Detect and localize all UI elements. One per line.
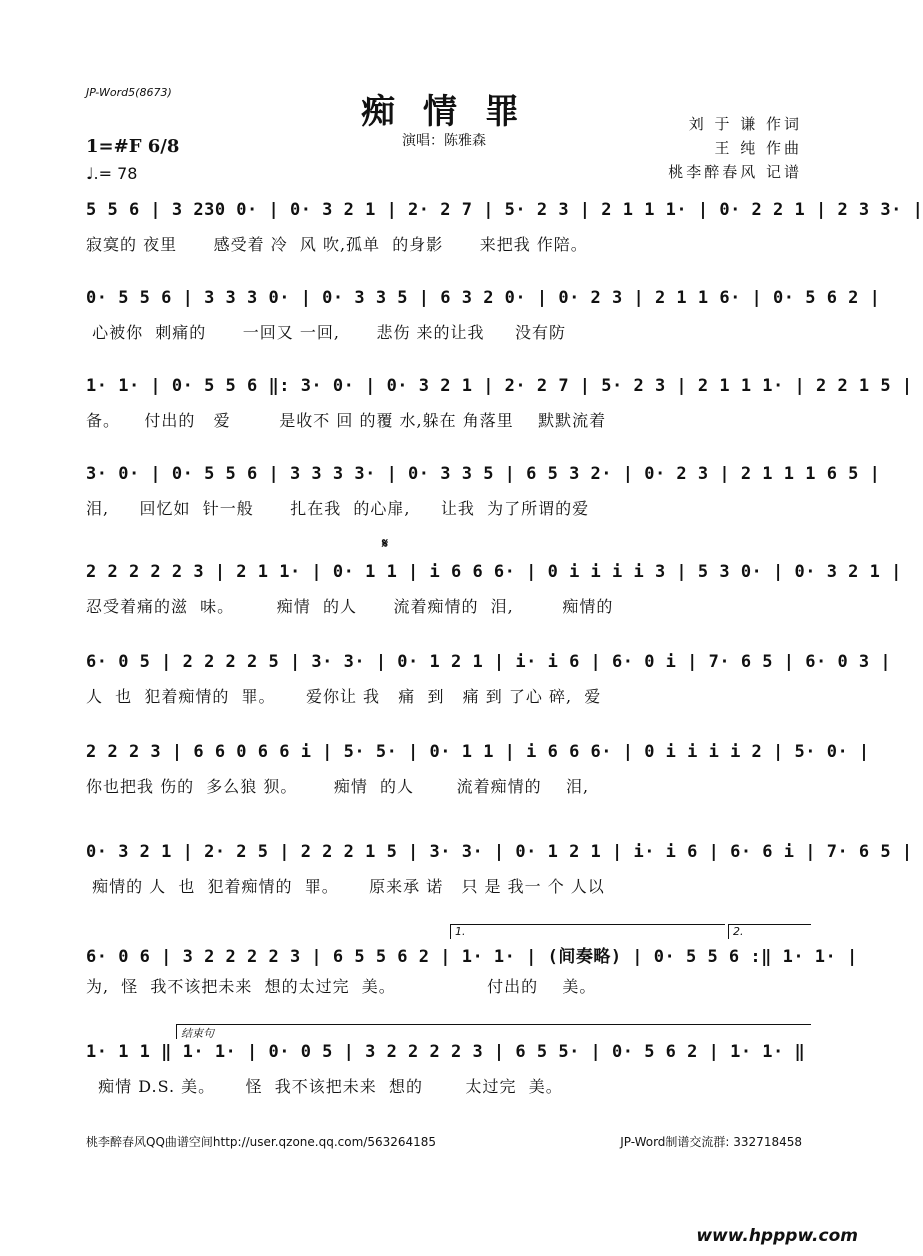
notes-line: 6· 0 5 | 2 2 2 2 5 | 3· 3· | 0· 1 2 1 | i· i 6 | 6· 0 i | 7· 6 5 | 6· 0 3 | xyxy=(86,652,892,672)
staff-line-1 xyxy=(86,200,923,254)
footer-group-info: JP-Word制谱交流群: 332718458 xyxy=(620,1135,802,1149)
notes-line: 1· 1 1 ‖ 1· 1· | 0· 0 5 | 3 2 2 2 2 3 | 6 5 5· | 0· 5 6 2 | 1· 1· ‖ xyxy=(86,1042,806,1062)
software-label: JP-Word5(8673) xyxy=(86,86,172,99)
coda-bracket: 结束句 xyxy=(176,1024,811,1039)
staff-line-2 xyxy=(86,288,881,342)
footer-qzone-link: 桃李醉春风QQ曲谱空间http://user.qzone.qq.com/563264185 xyxy=(86,1135,437,1149)
lyrics-line: 备。 付出的 爱 是收不 回 的覆 水,躲在 角落里 默默流着 xyxy=(86,411,607,430)
staff-line-3 xyxy=(86,376,913,430)
notes-line: 2 2 2 2 2 3 | 2 1 1· | 0· 1 1 | i 6 6 6· | 0 i i i i 3 | 5 3 0· | 0· 3 2 1 | xyxy=(86,562,902,582)
composer-credit: 王 纯 作曲 xyxy=(714,139,802,157)
transcriber-credit: 桃李醉春风 记谱 xyxy=(668,163,802,181)
notes-line: 1· 1· | 0· 5 5 6 ‖: 3· 0· | 0· 3 2 1 | 2· 2 7 | 5· 2 3 | 2 1 1 1· | 2 2 1 5 | xyxy=(86,376,913,396)
key-signature: 1=#F 6/8 xyxy=(86,136,180,157)
staff-line-4 xyxy=(86,464,881,518)
lyricist-credit: 刘 于 谦 作词 xyxy=(688,115,802,133)
notes-line: 0· 5 5 6 | 3 3 3 0· | 0· 3 3 5 | 6 3 2 0· | 0· 2 3 | 2 1 1 6· | 0· 5 6 2 | xyxy=(86,288,881,308)
credits-block xyxy=(668,112,802,184)
lyrics-line: 泪, 回忆如 针一般 扎在我 的心扉, 让我 为了所谓的爱 xyxy=(86,499,590,518)
staff-line-10 xyxy=(86,1042,806,1096)
segno-marker: 𝄋 xyxy=(382,536,389,552)
second-ending-bracket: 2. xyxy=(728,924,811,939)
notes-line: 0· 3 2 1 | 2· 2 5 | 2 2 2 1 5 | 3· 3· | 0· 1 2 1 | i· i 6 | 6· 6 i | 7· 6 5 | xyxy=(86,842,913,862)
staff-line-7 xyxy=(86,742,870,796)
tempo-marking: ♩.= 78 xyxy=(86,164,138,183)
site-watermark: www.hpppw.com xyxy=(696,1226,858,1246)
staff-line-6 xyxy=(86,652,892,706)
lyrics-line: 痴情的 人 也 犯着痴情的 罪。 原来承 诺 只 是 我一 个 人以 xyxy=(86,877,605,896)
notes-line: 5 5 6 | 3 230 0· | 0· 3 2 1 | 2· 2 7 | 5· 2 3 | 2 1 1 1· | 0· 2 2 1 | 2 3 3· | xyxy=(86,200,923,220)
lyrics-line: 寂寞的 夜里 感受着 冷 风 吹,孤单 的身影 来把我 作陪。 xyxy=(86,235,588,254)
first-ending-bracket: 1. xyxy=(450,924,725,939)
notes-line: 3· 0· | 0· 5 5 6 | 3 3 3 3· | 0· 3 3 5 | 6 5 3 2· | 0· 2 3 | 2 1 1 1 6 5 | xyxy=(86,464,881,484)
lyrics-line: 为, 怪 我不该把未来 想的太过完 美。 付出的 美。 xyxy=(86,977,597,996)
staff-line-5 xyxy=(86,562,902,616)
singer-credit: 演唱：陈雅森 xyxy=(402,133,486,149)
lyrics-line: 你也把我 伤的 多么狼 狈。 痴情 的人 流着痴情的 泪, xyxy=(86,777,590,796)
lyrics-line: 心被你 刺痛的 一回又 一回, 悲伤 来的让我 没有防 xyxy=(86,323,566,342)
song-title: 痴 情 罪 xyxy=(361,92,527,132)
notes-line: 6· 0 6 | 3 2 2 2 2 3 | 6 5 5 6 2 | 1· 1· | (间奏略) | 0· 5 5 6 :‖ 1· 1· | xyxy=(86,947,858,967)
staff-line-8 xyxy=(86,842,913,896)
lyrics-line: 忍受着痛的滋 味。 痴情 的人 流着痴情的 泪, 痴情的 xyxy=(86,597,614,616)
lyrics-line: 人 也 犯着痴情的 罪。 爱你让 我 痛 到 痛 到 了心 碎, 爱 xyxy=(86,687,602,706)
lyrics-line: 痴情 D.S. 美。 怪 我不该把未来 想的 太过完 美。 xyxy=(86,1077,563,1096)
notes-line: 2 2 2 3 | 6 6 0 6 6 i | 5· 5· | 0· 1 1 | i 6 6 6· | 0 i i i i 2 | 5· 0· | xyxy=(86,742,870,762)
staff-line-9 xyxy=(86,942,858,996)
